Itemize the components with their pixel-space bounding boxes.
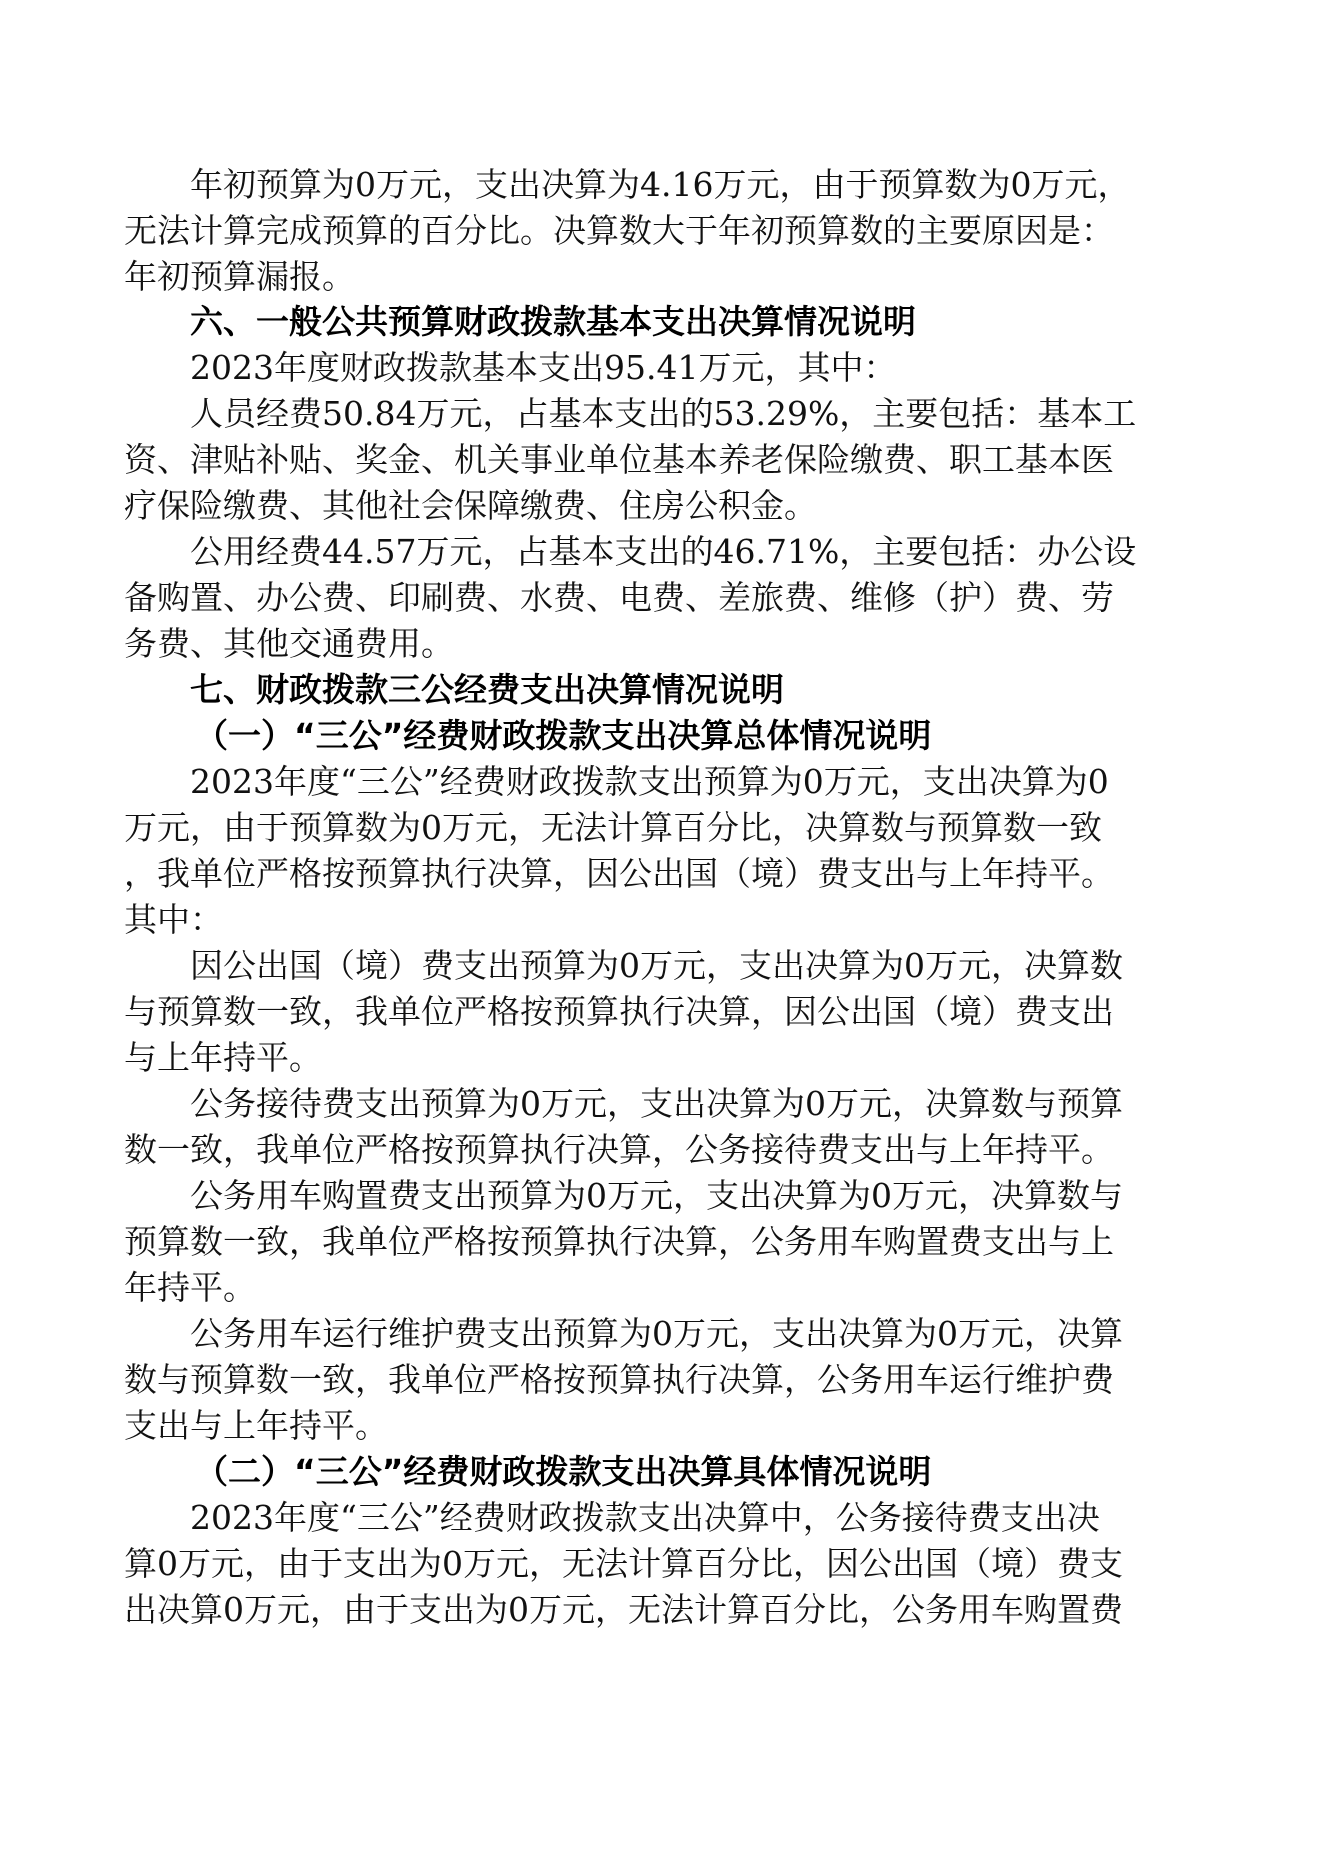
paragraph-line: 年初预算为0万元，支出决算为4.16万元，由于预算数为0万元， [190, 165, 1131, 204]
paragraph-line: 支出与上年持平。 [124, 1406, 388, 1445]
paragraph-line: 务费、其他交通费用。 [124, 624, 454, 663]
paragraph-line: 2023年度“三公”经费财政拨款支出决算中，公务接待费支出决 [190, 1498, 1100, 1537]
section-heading: 七、财政拨款三公经费支出决算情况说明 [190, 670, 784, 709]
paragraph-line: 数一致，我单位严格按预算执行决算，公务接待费支出与上年持平。 [124, 1130, 1114, 1169]
paragraph-line: 疗保险缴费、其他社会保障缴费、住房公积金。 [124, 486, 817, 525]
paragraph-line: 预算数一致，我单位严格按预算执行决算，公务用车购置费支出与上 [124, 1222, 1114, 1261]
paragraph-line: 数与预算数一致，我单位严格按预算执行决算，公务用车运行维护费 [124, 1360, 1114, 1399]
paragraph-line: 公务用车购置费支出预算为0万元，支出决算为0万元，决算数与 [190, 1176, 1123, 1215]
paragraph-line: 备购置、办公费、印刷费、水费、电费、差旅费、维修（护）费、劳 [124, 578, 1114, 617]
paragraph-line: 与预算数一致，我单位严格按预算执行决算，因公出国（境）费支出 [124, 992, 1114, 1031]
paragraph-line: 人员经费50.84万元，占基本支出的53.29%，主要包括：基本工 [190, 394, 1137, 433]
paragraph-line: 万元，由于预算数为0万元，无法计算百分比，决算数与预算数一致 [124, 808, 1102, 847]
paragraph-line: 因公出国（境）费支出预算为0万元，支出决算为0万元，决算数 [190, 946, 1123, 985]
paragraph-line: 无法计算完成预算的百分比。决算数大于年初预算数的主要原因是： [124, 211, 1114, 250]
paragraph-line: 2023年度财政拨款基本支出95.41万元，其中： [190, 348, 897, 387]
paragraph-line: 与上年持平。 [124, 1038, 322, 1077]
subsection-heading: （二）“三公”经费财政拨款支出决算具体情况说明 [195, 1452, 932, 1491]
section-heading: 六、一般公共预算财政拨款基本支出决算情况说明 [190, 302, 916, 341]
paragraph-line: 年初预算漏报。 [124, 257, 355, 296]
paragraph-line: 算0万元，由于支出为0万元，无法计算百分比，因公出国（境）费支 [124, 1544, 1123, 1583]
paragraph-line: 资、津贴补贴、奖金、机关事业单位基本养老保险缴费、职工基本医 [124, 440, 1114, 479]
paragraph-line: 2023年度“三公”经费财政拨款支出预算为0万元，支出决算为0 [190, 762, 1109, 801]
paragraph-line: ，我单位严格按预算执行决算，因公出国（境）费支出与上年持平。 [124, 854, 1114, 893]
paragraph-line: 公务接待费支出预算为0万元，支出决算为0万元，决算数与预算 [190, 1084, 1123, 1123]
paragraph-line: 公用经费44.57万元，占基本支出的46.71%，主要包括：办公设 [190, 532, 1137, 571]
paragraph-line: 其中： [124, 900, 223, 939]
paragraph-line: 出决算0万元，由于支出为0万元，无法计算百分比，公务用车购置费 [124, 1590, 1123, 1629]
subsection-heading: （一）“三公”经费财政拨款支出决算总体情况说明 [195, 716, 932, 755]
paragraph-line: 年持平。 [124, 1268, 256, 1307]
paragraph-line: 公务用车运行维护费支出预算为0万元，支出决算为0万元，决算 [190, 1314, 1123, 1353]
